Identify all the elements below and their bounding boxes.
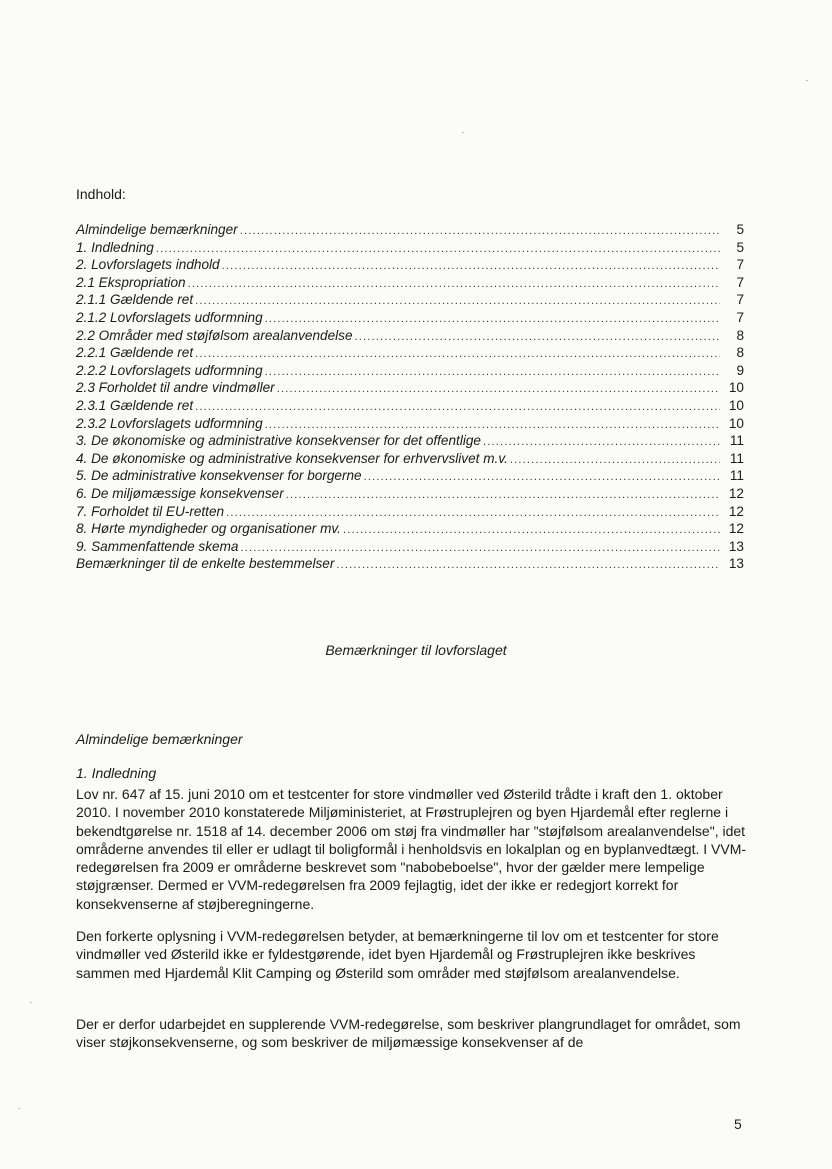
toc-entry-title: 2.3 Forholdet til andre vindmøller bbox=[76, 380, 275, 396]
toc-entry-title: 2.1 Ekspropriation bbox=[76, 274, 186, 290]
toc-leader-dots bbox=[277, 381, 720, 399]
toc-entry-title: 3. De økonomiske og administrative konsekvenser for det offentlige bbox=[76, 433, 481, 449]
toc-entry-page: 13 bbox=[728, 556, 744, 572]
toc-entry-page: 10 bbox=[728, 397, 744, 413]
toc-entry-title: 2.2.2 Lovforslagets udformning bbox=[76, 362, 263, 378]
toc-entry[interactable] bbox=[76, 221, 744, 239]
toc-leader-dots bbox=[355, 329, 720, 347]
toc-entry-page: 12 bbox=[728, 521, 744, 537]
toc-leader-dots bbox=[510, 452, 720, 470]
subsection-title: 1. Indledning bbox=[76, 765, 157, 781]
toc-entry[interactable] bbox=[76, 256, 744, 274]
toc-leader-dots bbox=[364, 469, 720, 487]
toc-entry-page: 7 bbox=[736, 274, 744, 290]
toc-entry[interactable] bbox=[76, 555, 744, 573]
toc-entry-title: 2.3.2 Lovforslagets udformning bbox=[76, 415, 263, 431]
page-number: 5 bbox=[734, 1116, 742, 1132]
toc-leader-dots bbox=[240, 223, 720, 241]
toc-leader-dots bbox=[343, 522, 720, 540]
scan-speck bbox=[18, 1108, 20, 1109]
table-of-contents bbox=[76, 221, 744, 573]
toc-entry-title: 4. De økonomiske og administrative konsekvenser for erhvervslivet m.v. bbox=[76, 450, 508, 466]
toc-leader-dots bbox=[195, 293, 720, 311]
toc-entry[interactable] bbox=[76, 362, 744, 380]
toc-leader-dots bbox=[336, 557, 720, 575]
toc-entry-title: 6. De miljømæssige konsekvenser bbox=[76, 485, 284, 501]
toc-entry-title: 2. Lovforslagets indhold bbox=[76, 257, 220, 273]
toc-entry[interactable] bbox=[76, 397, 744, 415]
toc-entry-page: 7 bbox=[736, 309, 744, 325]
scan-speck bbox=[462, 132, 464, 133]
toc-entry-title: 7. Forholdet til EU-retten bbox=[76, 503, 225, 519]
toc-entry-title: 1. Indledning bbox=[76, 239, 154, 255]
toc-entry-title: 9. Sammenfattende skema bbox=[76, 538, 239, 554]
toc-entry-title: 2.2 Områder med støjfølsom arealanvendelse bbox=[76, 327, 353, 343]
toc-entry-title: 2.2.1 Gældende ret bbox=[76, 345, 194, 361]
toc-entry-title: Almindelige bemærkninger bbox=[76, 222, 238, 237]
toc-entry[interactable] bbox=[76, 291, 744, 309]
toc-entry-page: 5 bbox=[736, 222, 744, 237]
toc-entry-title: Bemærkninger til de enkelte bestemmelser bbox=[76, 556, 335, 572]
toc-entry-page: 11 bbox=[729, 468, 744, 484]
toc-leader-dots bbox=[188, 276, 720, 294]
toc-entry-page: 12 bbox=[728, 485, 744, 501]
toc-entry-page: 10 bbox=[728, 380, 744, 396]
toc-entry[interactable] bbox=[76, 239, 744, 257]
toc-entry-page: 5 bbox=[736, 239, 744, 255]
toc-entry-page: 10 bbox=[728, 415, 744, 431]
toc-leader-dots bbox=[195, 399, 720, 417]
toc-entry-title: 8. Hørte myndigheder og organisationer mv. bbox=[76, 521, 341, 537]
toc-heading: Indhold: bbox=[76, 186, 126, 202]
toc-entry[interactable] bbox=[76, 432, 744, 450]
toc-entry[interactable] bbox=[76, 415, 744, 433]
toc-entry-title: 2.1.2 Lovforslagets udformning bbox=[76, 309, 263, 325]
remarks-title: Bemærkninger til lovforslaget bbox=[325, 642, 507, 658]
toc-entry-title: 2.1.1 Gældende ret bbox=[76, 292, 194, 308]
toc-leader-dots bbox=[265, 364, 720, 382]
toc-entry[interactable] bbox=[76, 520, 744, 538]
toc-entry[interactable] bbox=[76, 379, 744, 397]
toc-entry[interactable] bbox=[76, 450, 744, 468]
scan-speck bbox=[806, 80, 808, 81]
toc-entry[interactable] bbox=[76, 503, 744, 521]
toc-entry-page: 13 bbox=[728, 538, 744, 554]
toc-entry-page: 8 bbox=[736, 327, 744, 343]
toc-entry[interactable] bbox=[76, 344, 744, 362]
body-paragraph: Lov nr. 647 af 15. juni 2010 om et testcenter for store vindmøller ved Østerild trådte i kraft den 1. oktober 2010. I november 2010 konstaterede Miljøministeriet, at Frøstruplejren og byen Hjardemål efter reglerne i bekendtgørelse nr. 1518 af 14. december 2006 om støj fra vindmøller har "støjfølsom arealanvendelse", idet områderne anvendes til eller er udlagt til boligformål i henholdsvis en lokalplan og en byplanvedtægt. I VVM-redegørelsen fra 2009 er områderne beskrevet som "nabobeboelse", hvor der gælder mere lempelige støjgrænser. Dermed er VVM-redegørelsen fra 2009 fejlagtig, idet der ikke er redegjort korrekt for konsekvenserne af støjberegningerne. bbox=[76, 786, 747, 912]
scan-speck bbox=[30, 1002, 32, 1003]
toc-entry-page: 7 bbox=[736, 257, 744, 273]
toc-leader-dots bbox=[195, 346, 720, 364]
toc-leader-dots bbox=[156, 241, 720, 259]
toc-entry[interactable] bbox=[76, 467, 744, 485]
toc-entry-page: 7 bbox=[736, 292, 744, 308]
toc-entry[interactable] bbox=[76, 274, 744, 292]
body-paragraph: Der er derfor udarbejdet en supplerende VVM-redegørelse, som beskriver plangrundlaget for området, som viser støjkonsekvenserne, og som beskriver de miljømæssige konsekvenser af de bbox=[76, 1016, 741, 1051]
toc-entry-page: 12 bbox=[728, 503, 744, 519]
toc-entry-title: 5. De administrative konsekvenser for borgerne bbox=[76, 468, 362, 484]
toc-leader-dots bbox=[222, 258, 720, 276]
toc-entry-title: 2.3.1 Gældende ret bbox=[76, 397, 194, 413]
toc-entry[interactable] bbox=[76, 538, 744, 556]
section-title: Almindelige bemærkninger bbox=[76, 731, 243, 747]
toc-entry-page: 11 bbox=[729, 450, 744, 466]
toc-leader-dots bbox=[483, 434, 720, 452]
body-paragraph: Den forkerte oplysning i VVM-redegørelsen betyder, at bemærkningerne til lov om et testcenter for store vindmøller ved Østerild ikke er fyldestgørende, idet byen Hjardemål og Frøstruplejren ikke beskrives sammen med Hjardemål Klit Camping og Østerild som områder med støjfølsom arealanvendelse. bbox=[76, 928, 719, 981]
toc-leader-dots bbox=[286, 487, 720, 505]
toc-entry[interactable] bbox=[76, 327, 744, 345]
toc-entry-page: 8 bbox=[736, 345, 744, 361]
toc-entry[interactable] bbox=[76, 309, 744, 327]
toc-entry-page: 11 bbox=[729, 433, 744, 449]
toc-entry-page: 9 bbox=[736, 362, 744, 378]
toc-entry[interactable] bbox=[76, 485, 744, 503]
